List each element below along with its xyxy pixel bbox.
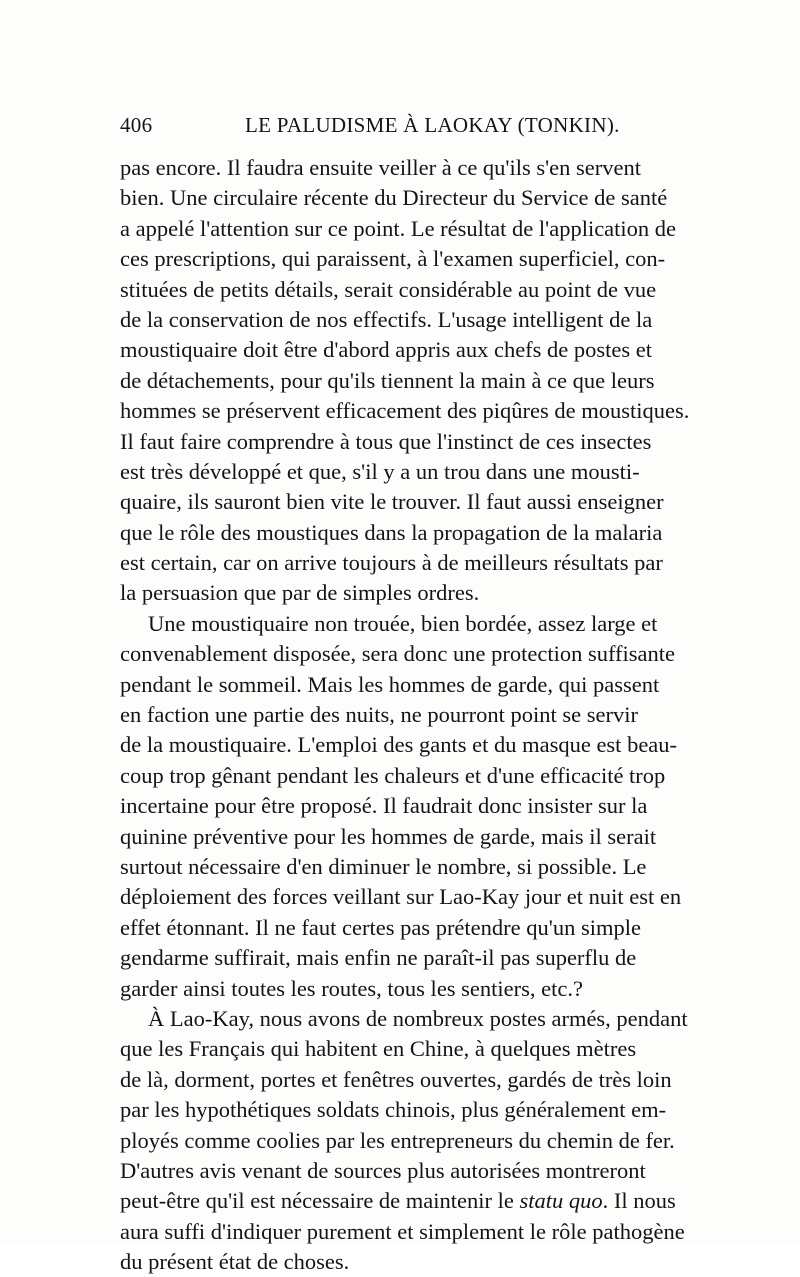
text-line: est très développé et que, s'il y a un trou dans une mousti- [120, 458, 640, 484]
text-line: a appelé l'attention sur ce point. Le résultat de l'application de [120, 215, 677, 241]
text-line: de la conservation de nos effectifs. L'usage intelligent de la [120, 306, 653, 332]
text-line: effet étonnant. Il ne faut certes pas prétendre qu'un simple [120, 914, 641, 940]
text-line: de la moustiquaire. L'emploi des gants et du masque est beau- [120, 732, 678, 758]
text-line: gendarme suffirait, mais enfin ne paraît-il pas superflu de [120, 945, 637, 971]
text-line: bien. Une circulaire récente du Directeur du Service de santé [120, 185, 668, 211]
text-line: ces prescriptions, qui paraissent, à l'examen superficiel, con- [120, 246, 666, 272]
text-line: que les Français qui habitent en Chine, à quelques mètres [120, 1036, 637, 1062]
text-fragment: . Il nous [602, 1188, 676, 1214]
text-line: de détachements, pour qu'ils tiennent la main à ce que leurs [120, 367, 655, 393]
text-line: quinine préventive pour les hommes de garde, mais il serait [120, 823, 657, 849]
text-line: D'autres avis venant de sources plus autorisées montreront [120, 1157, 646, 1183]
page-number: 406 [120, 113, 153, 137]
text-line: stituées de petits détails, serait considérable au point de vue [120, 276, 657, 302]
text-line: de là, dorment, portes et fenêtres ouvertes, gardés de très loin [120, 1066, 672, 1092]
text-line: déploiement des forces veillant sur Lao-Kay jour et nuit est en [120, 884, 682, 910]
italic-term: statu quo [519, 1188, 603, 1214]
text-line: garder ainsi toutes les routes, tous les sentiers, etc.? [120, 975, 583, 1001]
body-text [120, 153, 800, 1275]
text-line: est certain, car on arrive toujours à de meilleurs résultats par [120, 550, 663, 576]
page-header [120, 113, 800, 147]
text-line: coup trop gênant pendant les chaleurs et d'une efficacité trop [120, 762, 666, 788]
text-line: du présent état de choses. [120, 1249, 350, 1275]
text-line: surtout nécessaire d'en diminuer le nombre, si possible. Le [120, 853, 647, 879]
text-line: aura suffi d'indiquer purement et simplement le rôle pathogène [120, 1218, 685, 1244]
text-line [120, 1186, 800, 1216]
text-line: convenablement disposée, sera donc une protection suffisante [120, 641, 676, 667]
text-line: hommes se préservent efficacement des piqûres de moustiques. [120, 398, 690, 424]
running-title: LE PALUDISME À LAOKAY (TONKIN). [245, 113, 620, 137]
text-line: pendant le sommeil. Mais les hommes de garde, qui passent [120, 671, 660, 697]
text-fragment: peut-être qu'il est nécessaire de maintenir le [120, 1188, 520, 1214]
text-line: À Lao-Kay, nous avons de nombreux postes armés, pendant [148, 1005, 688, 1031]
text-line: pas encore. Il faudra ensuite veiller à ce qu'ils s'en servent [120, 155, 642, 180]
text-line: que le rôle des moustiques dans la propagation de la malaria [120, 519, 663, 545]
text-line: incertaine pour être proposé. Il faudrait donc insister sur la [120, 793, 648, 819]
text-line: quaire, ils sauront bien vite le trouver. Il faut aussi enseigner [120, 489, 664, 515]
text-line: moustiquaire doit être d'abord appris aux chefs de postes et [120, 337, 653, 363]
text-line: Une moustiquaire non trouée, bien bordée, assez large et [148, 610, 658, 636]
text-line: Il faut faire comprendre à tous que l'instinct de ces insectes [120, 428, 652, 454]
text-line: ployés comme coolies par les entrepreneurs du chemin de fer. [120, 1127, 675, 1153]
text-line: la persuasion que par de simples ordres. [120, 580, 480, 606]
text-line: par les hypothétiques soldats chinois, plus généralement em- [120, 1097, 667, 1123]
text-line: en faction une partie des nuits, ne pourront point se servir [120, 702, 638, 728]
